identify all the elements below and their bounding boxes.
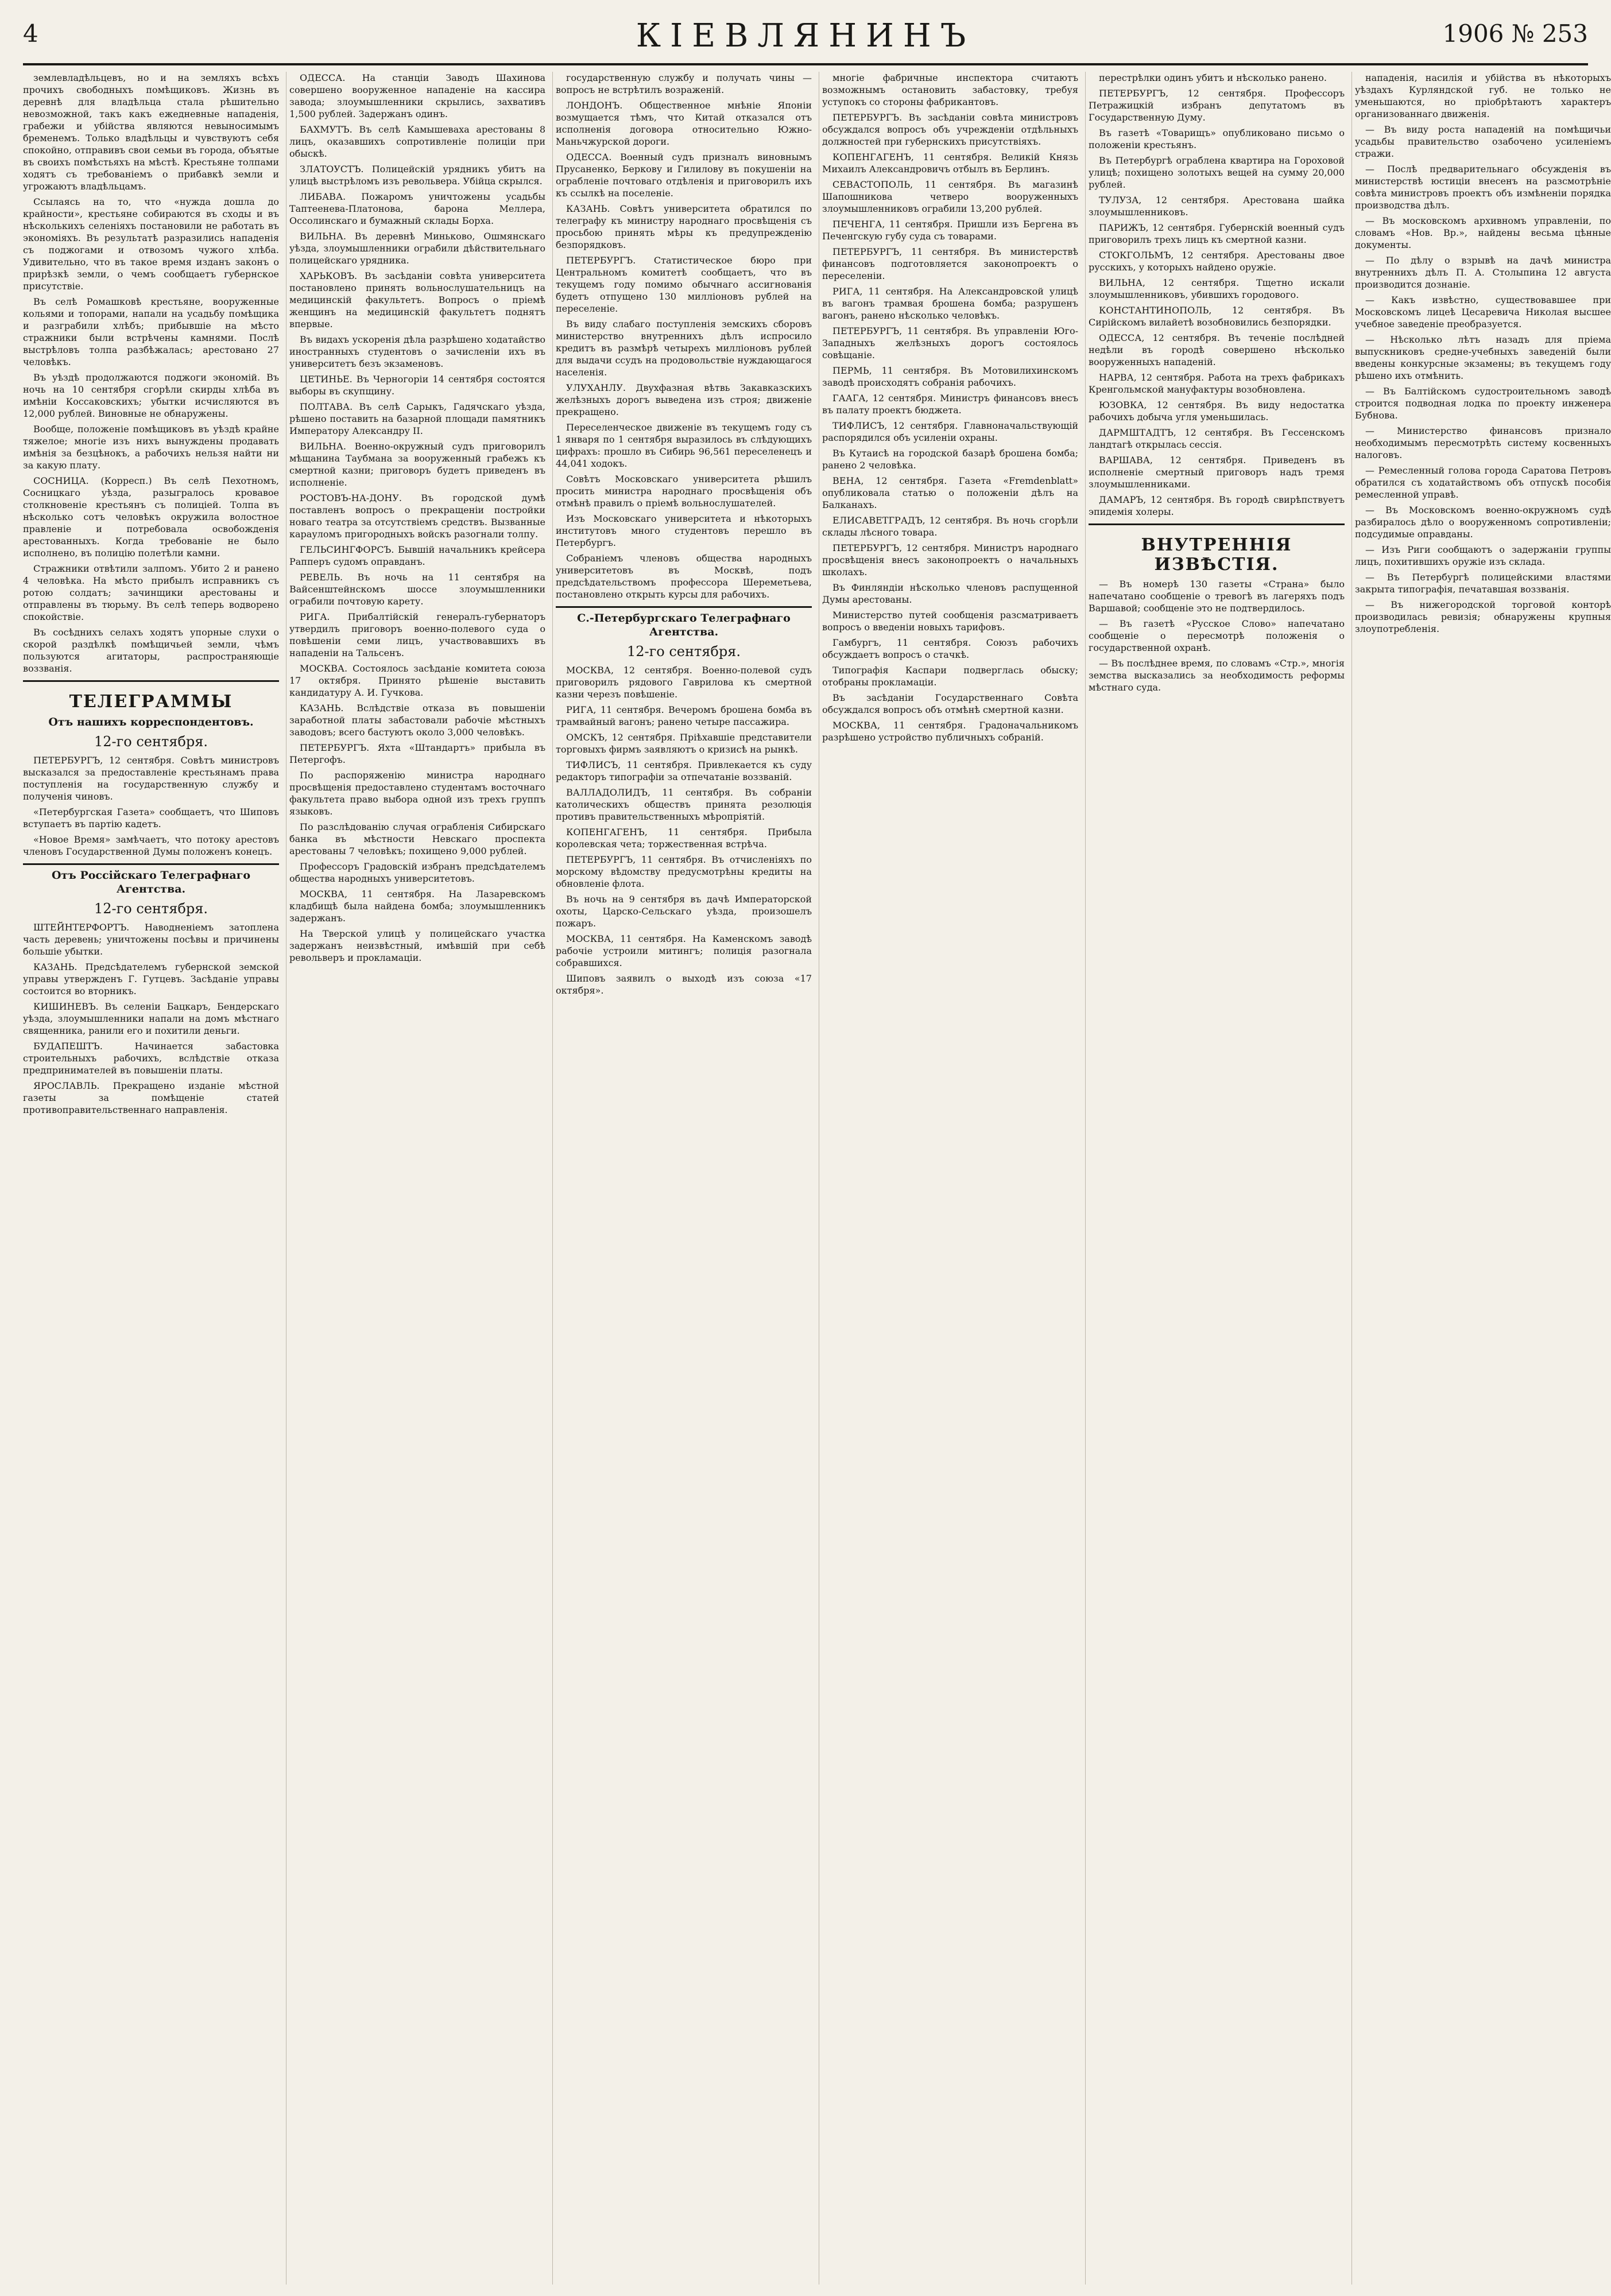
section-rule [556, 606, 812, 608]
section-rule [1089, 523, 1345, 525]
article-paragraph: РИГА, 11 сентября. На Александровской улицѣ въ вагонъ трамвая брошена бомба; разрушенъ вагонъ, ранено нѣсколько человѣкъ. [822, 286, 1078, 321]
article-paragraph: ТУЛУЗА, 12 сентября. Арестована шайка злоумышленниковъ. [1089, 195, 1345, 218]
article-paragraph: ПЕТЕРБУРГЪ, 12 сентября. Совѣтъ министровъ высказался за предоставленіе крестьянамъ права поступленія на государственную службу и полученія чиновъ. [23, 755, 279, 802]
column-4 [822, 72, 1078, 2285]
issue-number: 1906 № 253 [1442, 20, 1588, 48]
column-5 [1089, 72, 1345, 2285]
article-paragraph: ВИЛЬНА. Военно-окружный судъ приговорилъ мѣщанина Таубмана за вооруженный грабежъ къ смертной казни; приговоръ будетъ приведенъ въ исполненіе. [289, 441, 545, 488]
dateline: 12-го сентября. [627, 643, 741, 660]
article-paragraph: ЯРОСЛАВЛЬ. Прекращено изданіе мѣстной газеты за помѣщеніе статей противоправительственнаго направленія. [23, 1080, 279, 1115]
article-paragraph: НАРВА, 12 сентября. Работа на трехъ фабрикахъ Кренгольмской мануфактуры возобновлена. [1089, 372, 1345, 395]
masthead [23, 17, 1588, 62]
article-paragraph: ПЕТЕРБУРГЪ, 11 сентября. Въ министерствѣ финансовъ подготовляется законопроектъ о переселеніи. [822, 246, 1078, 281]
article-paragraph: Въ видахъ ускоренія дѣла разрѣшено ходатайство иностранныхъ студентовъ о зачисленіи ихъ въ университетъ безъ экзаменовъ. [289, 334, 545, 369]
article-paragraph: Шиповъ заявилъ о выходѣ изъ союза «17 октября». [556, 973, 812, 996]
article-paragraph: ПОЛТАВА. Въ селѣ Сарыкъ, Гадячскаго уѣзда, рѣшено поставить на базарной площади памятникъ Императору Александру II. [289, 401, 545, 436]
article-paragraph: ПЕТЕРБУРГЪ, 12 сентября. Министръ народнаго просвѣщенія внесъ законопроектъ о начальныхъ школахъ. [822, 542, 1078, 577]
article-paragraph: РИГА. Прибалтійскій генералъ-губернаторъ утвердилъ приговоръ военно-полевого суда о повѣшеніи семи лицъ, участвовавшихъ въ нападеніи на Тальсенъ. [289, 611, 545, 658]
article-paragraph: — Въ Балтійскомъ судостроительномъ заводѣ строится подводная лодка по проекту инженера Бубнова. [1355, 386, 1611, 421]
article-paragraph: — Ремесленный голова города Саратова Петровъ обратился съ ходатайствомъ объ отпускѣ пособія ремесленной управѣ. [1355, 465, 1611, 500]
article-paragraph: Изъ Московскаго университета и нѣкоторыхъ институтовъ много студентовъ перешло въ Петербургъ. [556, 513, 812, 548]
article-paragraph: ГААГА, 12 сентября. Министръ финансовъ внесъ въ палату проектъ бюджета. [822, 393, 1078, 416]
article-paragraph: Въ ночь на 9 сентября въ дачѣ Императорской охоты, Царско-Сельскаго уѣзда, произошелъ пожаръ. [556, 894, 812, 929]
article-paragraph: — Послѣ предварительнаго обсужденія въ министерствѣ юстиціи внесенъ на разсмотрѣніе совѣта министровъ проектъ объ измѣненіи порядка производства дѣлъ. [1355, 164, 1611, 211]
section-heading: ТЕЛЕГРАММЫ [69, 692, 233, 712]
column-divider [552, 72, 553, 2285]
article-paragraph: ПЕТЕРБУРГЪ. Въ засѣданіи совѣта министровъ обсуждался вопросъ объ учрежденіи отдѣльныхъ должностей при губернскихъ присутствіяхъ. [822, 112, 1078, 147]
article-paragraph: МОСКВА. Состоялось засѣданіе комитета союза 17 октября. Принято рѣшеніе выставить кандидатуру А. И. Гучкова. [289, 663, 545, 698]
article-paragraph: ЕЛИСАВЕТГРАДЪ, 12 сентября. Въ ночь сгорѣли склады лѣсного товара. [822, 515, 1078, 538]
article-paragraph: По распоряженію министра народнаго просвѣщенія предоставлено студентамъ восточнаго факультета право выбора одной изъ трехъ группъ языковъ. [289, 770, 545, 817]
article-paragraph: Вообще, положеніе помѣщиковъ въ уѣздѣ крайне тяжелое; многіе изъ нихъ вынуждены продавать имѣнія за безцѣнокъ, а рабочихъ нельзя найти ни за какую плату. [23, 424, 279, 471]
article-paragraph: — Въ номерѣ 130 газеты «Страна» было напечатано сообщеніе о тревогѣ въ лагеряхъ подъ Варшавой; сообщеніе это не подтвердилось. [1089, 579, 1345, 614]
article-paragraph: ПЕЧЕНГА, 11 сентября. Пришли изъ Бергена въ Печенгскую губу суда съ товарами. [822, 219, 1078, 242]
article-paragraph: «Петербургская Газета» сообщаетъ, что Шиповъ вступаетъ въ партію кадетъ. [23, 806, 279, 829]
article-paragraph: — Въ Петербургѣ полицейскими властями закрыта типографія, печатавшая воззванія. [1355, 572, 1611, 595]
article-paragraph: ПЕТЕРБУРГЪ, 12 сентября. Профессоръ Петражицкій избранъ депутатомъ въ Государственную Думу. [1089, 88, 1345, 123]
newspaper-title: КІЕВЛЯНИНЪ [636, 17, 975, 55]
article-paragraph: КАЗАНЬ. Вслѣдствіе отказа въ повышеніи заработной платы забастовали рабочіе мѣстныхъ заводовъ; всего бастуютъ около 3,000 человѣкъ. [289, 703, 545, 738]
article-paragraph: — Въ московскомъ архивномъ управленіи, по словамъ «Нов. Вр.», найдены весьма цѣнные документы. [1355, 215, 1611, 250]
article-paragraph: Въ Финляндіи нѣсколько членовъ распущенной Думы арестованы. [822, 582, 1078, 605]
article-paragraph: Совѣтъ Московскаго университета рѣшилъ просить министра народнаго просвѣщенія объ отмѣнѣ правилъ о пріемѣ вольнослушателей. [556, 474, 812, 509]
article-paragraph: ПЕТЕРБУРГЪ. Яхта «Штандартъ» прибыла въ Петергофъ. [289, 742, 545, 765]
column-divider [1351, 72, 1352, 2285]
article-paragraph: ДАРМШТАДТЪ, 12 сентября. Въ Гессенскомъ ландтагѣ открылась сессія. [1089, 427, 1345, 450]
article-paragraph: — Въ послѣднее время, по словамъ «Стр.», многія земства высказались за необходимость реформы мѣстнаго суда. [1089, 658, 1345, 693]
article-paragraph: — Въ газетѣ «Русское Слово» напечатано сообщеніе о пересмотрѣ положенія о государственной охранѣ. [1089, 618, 1345, 653]
article-paragraph: государственную службу и получать чины — вопросъ не встрѣтилъ возраженій. [556, 72, 812, 95]
article-paragraph: ОМСКЪ, 12 сентября. Пріѣхавшіе представители торговыхъ фирмъ заявляютъ о кризисѣ на рынкѣ. [556, 732, 812, 755]
article-paragraph: ШТЕЙНТЕРФОРТЪ. Наводненіемъ затоплена часть деревень; уничтожены посѣвы и причинены большіе убытки. [23, 922, 279, 957]
article-paragraph: ЦЕТИНЬЕ. Въ Черногоріи 14 сентября состоятся выборы въ скупщину. [289, 374, 545, 397]
article-paragraph: СЕВАСТОПОЛЬ, 11 сентября. Въ магазинѣ Шапошникова четверо вооруженныхъ злоумышленниковъ ограбили 13,200 рублей. [822, 179, 1078, 214]
section-rule [23, 863, 279, 865]
article-paragraph: БУДАПЕШТЪ. Начинается забастовка строительныхъ рабочихъ, вслѣдствіе отказа предпринимателей въ повышеніи платы. [23, 1041, 279, 1076]
article-paragraph: ОДЕССА. На станціи Заводъ Шахинова совершено вооруженное нападеніе на кассира завода; злоумышленники скрылись, захвативъ 1,500 рублей. Задержанъ одинъ. [289, 72, 545, 119]
article-paragraph: БАХМУТЪ. Въ селѣ Камышеваха арестованы 8 лицъ, оказавшихъ сопротивленіе полиціи при обыскѣ. [289, 124, 545, 159]
masthead-rule [23, 63, 1588, 65]
dateline: 12-го сентября. [94, 734, 208, 750]
article-paragraph: Стражники отвѣтили залпомъ. Убито 2 и ранено 4 человѣка. На мѣсто прибылъ исправникъ съ ротою солдатъ; зачинщики арестованы и отправлены въ тюрьму. Въ селѣ теперь водворено спокойствіе. [23, 563, 279, 622]
article-paragraph: — Изъ Риги сообщаютъ о задержаніи группы лицъ, похитившихъ оружіе изъ склада. [1355, 544, 1611, 567]
article-paragraph: Въ виду слабаго поступленія земскихъ сборовъ министерство внутреннихъ дѣлъ испросило кредитъ въ размѣрѣ четырехъ милліоновъ рублей для выдачи ссудъ на продовольствіе нуждающагося населенія. [556, 319, 812, 378]
section-subheading: Отъ Россійскаго Телеграфнаго Агентства. [51, 869, 251, 895]
article-paragraph: КОПЕНГАГЕНЪ, 11 сентября. Великій Князь Михаилъ Александровичъ отбылъ въ Берлинъ. [822, 152, 1078, 174]
article-paragraph: КАЗАНЬ. Совѣтъ университета обратился по телеграфу къ министру народнаго просвѣщенія съ просьбою принять мѣры къ предупрежденію безпорядковъ. [556, 203, 812, 250]
article-paragraph: Типографія Каспари подверглась обыску; отобраны прокламаціи. [822, 665, 1078, 688]
article-paragraph: ВАЛЛАДОЛИДЪ, 11 сентября. Въ собраніи католическихъ обществъ принята резолюція противъ правительственныхъ мѣропріятій. [556, 787, 812, 822]
article-paragraph: ПЕТЕРБУРГЪ, 11 сентября. Въ управленіи Юго-Западныхъ желѣзныхъ дорогъ состоялось совѣщаніе. [822, 325, 1078, 360]
article-paragraph: РОСТОВЪ-НА-ДОНУ. Въ городской думѣ поставленъ вопросъ о прекращеніи постройки новаго театра за отсутствіемъ средствъ. Вызванные карауломъ пригородныхъ войскъ разогнали толпу. [289, 492, 545, 540]
article-paragraph: ОДЕССА, 12 сентября. Въ теченіе послѣдней недѣли въ городѣ совершено нѣсколько вооруженныхъ нападеній. [1089, 332, 1345, 367]
column-2 [289, 72, 545, 2285]
article-paragraph: ОДЕССА. Военный судъ призналъ виновнымъ Прусаненко, Беркову и Гилилову въ покушеніи на ограбленіе почтоваго отдѣленія и приговорилъ ихъ къ ссылкѣ на поселеніе. [556, 152, 812, 199]
article-paragraph: ПЕРМЬ, 11 сентября. Въ Мотовилихинскомъ заводѣ происходятъ собранія рабочихъ. [822, 365, 1078, 388]
article-paragraph: По разслѣдованію случая ограбленія Сибирскаго банка въ мѣстности Невскаго проспекта арестованы 7 человѣкъ; похищено 9,000 рублей. [289, 821, 545, 856]
article-paragraph: Гамбургъ, 11 сентября. Союзъ рабочихъ обсуждаетъ вопросъ о стачкѣ. [822, 637, 1078, 660]
article-paragraph: Въ уѣздѣ продолжаются поджоги экономій. Въ ночь на 10 сентября сгорѣли скирды хлѣба въ имѣніи Коссаковскихъ; убытки исчисляются въ 12,000 рублей. Виновные не обнаружены. [23, 372, 279, 419]
article-paragraph: многіе фабричные инспектора считаютъ возможнымъ остановить забастовку, требуя уступокъ со стороны фабрикантовъ. [822, 72, 1078, 107]
column-divider [1085, 72, 1086, 2285]
column-6 [1355, 72, 1611, 2285]
article-paragraph: Профессоръ Градовскій избранъ предсѣдателемъ общества народныхъ университетовъ. [289, 861, 545, 884]
article-paragraph: МОСКВА, 11 сентября. Градоначальникомъ разрѣшено устройство публичныхъ собраній. [822, 720, 1078, 743]
article-paragraph: нападенія, насилія и убійства въ нѣкоторыхъ уѣздахъ Курляндской губ. не только не уменьшаются, но пріобрѣтаютъ характеръ организованнаго движенія. [1355, 72, 1611, 119]
article-paragraph: ЛИБАВА. Пожаромъ уничтожены усадьбы Таптеенева-Платонова, барона Меллера, Оссолинскаго и бумажный склады Борха. [289, 191, 545, 226]
article-paragraph: РЕВЕЛЬ. Въ ночь на 11 сентября на Вайсенштейнскомъ шоссе злоумышленники ограбили почтовую карету. [289, 572, 545, 607]
article-paragraph: — Въ виду роста нападеній на помѣщичьи усадьбы правительство озабочено усиленіемъ стражи. [1355, 124, 1611, 159]
dateline: 12-го сентября. [94, 901, 208, 917]
article-paragraph: ВАРШАВА, 12 сентября. Приведенъ въ исполненіе смертный приговоръ надъ тремя злоумышленниками. [1089, 455, 1345, 490]
article-paragraph: ЮЗОВКА, 12 сентября. Въ виду недостатка рабочихъ добыча угля уменьшилась. [1089, 400, 1345, 422]
article-paragraph: ТИФЛИСЪ, 12 сентября. Главноначальствующій распорядился объ усиленіи охраны. [822, 420, 1078, 443]
article-paragraph: Собраніемъ членовъ общества народныхъ университетовъ въ Москвѣ, подъ предсѣдательствомъ профессора Шереметьева, постановлено открыть курсы для рабочихъ. [556, 553, 812, 600]
article-paragraph: — Нѣсколько лѣтъ назадъ для пріема выпускниковъ средне-учебныхъ заведеній были введены конкурсные экзамены; въ текущемъ году рѣшено ихъ отмѣнить. [1355, 334, 1611, 381]
article-paragraph: — Какъ извѣстно, существовавшее при Московскомъ лицеѣ Цесаревича Николая высшее учебное заведеніе преобразуется. [1355, 294, 1611, 329]
article-paragraph: перестрѣлки одинъ убитъ и нѣсколько ранено. [1099, 72, 1327, 83]
article-paragraph: КОПЕНГАГЕНЪ, 11 сентября. Прибыла королевская чета; торжественная встрѣча. [556, 827, 812, 850]
article-paragraph: Переселенческое движеніе въ текущемъ году съ 1 января по 1 сентября выразилось въ слѣдующихъ цифрахъ: прошло въ Сибирь 96,561 переселенецъ и 44,041 ходокъ. [556, 422, 812, 469]
article-paragraph: Въ сосѣднихъ селахъ ходятъ упорные слухи о скорой раздѣлкѣ помѣщичьей земли, чѣмъ пользуются агитаторы, распространяющіе воззванія. [23, 627, 279, 674]
article-paragraph: СОСНИЦА. (Корресп.) Въ селѣ Пехотномъ, Сосницкаго уѣзда, разыгралось кровавое столкновеніе крестьянъ съ полиціей. Толпа въ нѣсколько сотъ человѣкъ окружила волостное правленіе и потребовала освобожденія арестованныхъ. Когда требованіе не было исполнено, въ полицію полетѣли камни. [23, 475, 279, 559]
article-paragraph: ВЕНА, 12 сентября. Газета «Fremdenblatt» опубликовала статью о положеніи дѣлъ на Балканахъ. [822, 475, 1078, 510]
section-subheading: С.-Петербургскаго Телеграфнаго Агентства. [577, 612, 791, 638]
article-paragraph: Въ Кутаисѣ на городской базарѣ брошена бомба; ранено 2 человѣка. [822, 448, 1078, 471]
article-paragraph: МОСКВА, 11 сентября. На Лазаревскомъ кладбищѣ была найдена бомба; злоумышленникъ задержанъ. [289, 889, 545, 924]
article-paragraph: — Въ Московскомъ военно-окружномъ судѣ разбиралось дѣло о вооруженномъ сопротивленіи; подсудимые оправданы. [1355, 505, 1611, 540]
section-rule [23, 680, 279, 682]
article-paragraph: Въ засѣданіи Государственнаго Совѣта обсуждался вопросъ объ отмѣнѣ смертной казни. [822, 692, 1078, 715]
column-3 [556, 72, 812, 2285]
section-subheading: Отъ нашихъ корреспондентовъ. [48, 716, 254, 728]
article-paragraph: Въ Петербургѣ ограблена квартира на Гороховой улицѣ; похищено золотыхъ вещей на сумму 20,000 рублей. [1089, 155, 1345, 190]
article-paragraph: СТОКГОЛЬМЪ, 12 сентября. Арестованы двое русскихъ, у которыхъ найдено оружіе. [1089, 250, 1345, 273]
article-paragraph: — Министерство финансовъ признало необходимымъ пересмотрѣть систему косвенныхъ налоговъ. [1355, 425, 1611, 460]
section-heading: ВНУТРЕННІЯ ИЗВѢСТІЯ. [1141, 535, 1292, 575]
article-paragraph: ЛОНДОНЪ. Общественное мнѣніе Японіи возмущается тѣмъ, что Китай отказался отъ исполненія договора относительно Южно-Маньчжурской дороги. [556, 100, 812, 147]
article-paragraph: РИГА, 11 сентября. Вечеромъ брошена бомба въ трамвайный вагонъ; ранено четыре пассажира. [556, 704, 812, 727]
article-paragraph: ПЕТЕРБУРГЪ. Статистическое бюро при Центральномъ комитетѣ сообщаетъ, что въ текущемъ году помимо обычнаго ассигнованія будетъ отпущено 130 милліоновъ рублей на переселеніе. [556, 255, 812, 314]
column-1 [23, 72, 279, 2285]
article-paragraph: ПЕТЕРБУРГЪ, 11 сентября. Въ отчисленіяхъ по морскому вѣдомству предусмотрѣны кредиты на обновленіе флота. [556, 854, 812, 889]
article-paragraph: ПАРИЖЪ, 12 сентября. Губернскій военный судъ приговорилъ трехъ лицъ къ смертной казни. [1089, 222, 1345, 245]
article-paragraph: ЗЛАТОУСТЪ. Полицейскій урядникъ убитъ на улицѣ выстрѣломъ изъ револьвера. Убійца скрылся. [289, 164, 545, 187]
article-paragraph: На Тверской улицѣ у полицейскаго участка задержанъ неизвѣстный, имѣвшій при себѣ револьверъ и прокламаціи. [289, 928, 545, 963]
article-paragraph: «Новое Время» замѣчаетъ, что потоку арестовъ членовъ Государственной Думы положенъ конецъ. [23, 834, 279, 857]
article-paragraph: ГЕЛЬСИНГФОРСЪ. Бывшій начальникъ крейсера Рапперъ судомъ оправданъ. [289, 544, 545, 567]
article-paragraph: Министерство путей сообщенія разсматриваетъ вопросъ о введеніи новыхъ тарифовъ. [822, 610, 1078, 633]
article-paragraph: ВИЛЬНА. Въ деревнѣ Миньково, Ошмянскаго уѣзда, злоумышленники ограбили дѣйствительнаго полицейскаго урядника. [289, 231, 545, 266]
article-paragraph: — По дѣлу о взрывѣ на дачѣ министра внутреннихъ дѣлъ П. А. Столыпина 12 августа производится дознаніе. [1355, 255, 1611, 290]
article-paragraph: ВИЛЬНА, 12 сентября. Тщетно искали злоумышленниковъ, убившихъ городового. [1089, 277, 1345, 300]
article-paragraph: — Въ нижегородской торговой конторѣ производилась ревизія; обнаружены крупныя злоупотребленія. [1355, 599, 1611, 634]
article-paragraph: ДАМАРЪ, 12 сентября. Въ городѣ свирѣпствуетъ эпидемія холеры. [1089, 494, 1345, 517]
page-number: 4 [23, 20, 38, 48]
article-paragraph: ТИФЛИСЪ, 11 сентября. Привлекается къ суду редакторъ типографіи за отпечатаніе воззваній. [556, 759, 812, 782]
article-paragraph: Въ газетѣ «Товарищъ» опубликовано письмо о положеніи крестьянъ. [1089, 127, 1345, 150]
article-paragraph: Въ селѣ Ромашковѣ крестьяне, вооруженные кольями и топорами, напали на усадьбу помѣщика и разграбили хлѣбъ; прибывшіе на мѣсто стражники были встрѣчены камнями. Послѣ выстрѣловъ толпа разбѣжалась; арестовано 27 человѣкъ. [23, 296, 279, 367]
article-paragraph: УЛУХАНЛУ. Двухфазная вѣтвь Закавказскихъ желѣзныхъ дорогъ выведена изъ строя; движеніе прекращено. [556, 382, 812, 417]
article-paragraph: ХАРЬКОВЪ. Въ засѣданіи совѣта университета постановлено принять вольнослушательницъ на медицинскій факультетъ. Вопросъ о пріемѣ женщинъ на медицинскій факультетъ поднятъ впервые. [289, 270, 545, 329]
article-paragraph: КИШИНЕВЪ. Въ селеніи Бацкаръ, Бендерскаго уѣзда, злоумышленники напали на домъ мѣстнаго священника, ранили его и похитили деньги. [23, 1001, 279, 1036]
article-paragraph: Ссылаясь на то, что «нужда дошла до крайности», крестьяне собираются въ сходы и въ нѣсколькихъ селеніяхъ постановили не работать въ экономіяхъ. Въ результатѣ разразились нападенія съ поджогами и отвозомъ чужого хлѣба. Удивительно, что въ такое время изданъ законъ о прирѣзкѣ земли, о чемъ сообщаетъ губернское присутствіе. [23, 196, 279, 292]
article-paragraph: МОСКВА, 12 сентября. Военно-полевой судъ приговорилъ рядового Гаврилова къ смертной казни черезъ повѣшеніе. [556, 665, 812, 700]
article-paragraph: КОНСТАНТИНОПОЛЬ, 12 сентября. Въ Сирійскомъ вилайетѣ возобновились безпорядки. [1089, 305, 1345, 328]
article-paragraph: землевладѣльцевъ, но и на земляхъ всѣхъ прочихъ свободныхъ помѣщиковъ. Жизнь въ деревнѣ для владѣльца стала рѣшительно невозможной, такъ какъ ежедневные нападенія, грабежи и убійства являются невыносимымъ бременемъ. Только владѣльцы и чувствуютъ себя спокойно, отправивъ свои семьи въ города, объятые въ своихъ помѣстьяхъ на мѣстѣ. Крестьяне толпами ходятъ съ требованіемъ о прибавкѣ земли и угрожаютъ владѣльцамъ. [23, 72, 279, 192]
article-paragraph: КАЗАНЬ. Предсѣдателемъ губернской земской управы утвержденъ Г. Гутцевъ. Засѣданіе управы состоится во вторникъ. [23, 961, 279, 996]
article-paragraph: МОСКВА, 11 сентября. На Каменскомъ заводѣ рабочіе устроили митингъ; полиція разогнала собравшихся. [556, 933, 812, 968]
